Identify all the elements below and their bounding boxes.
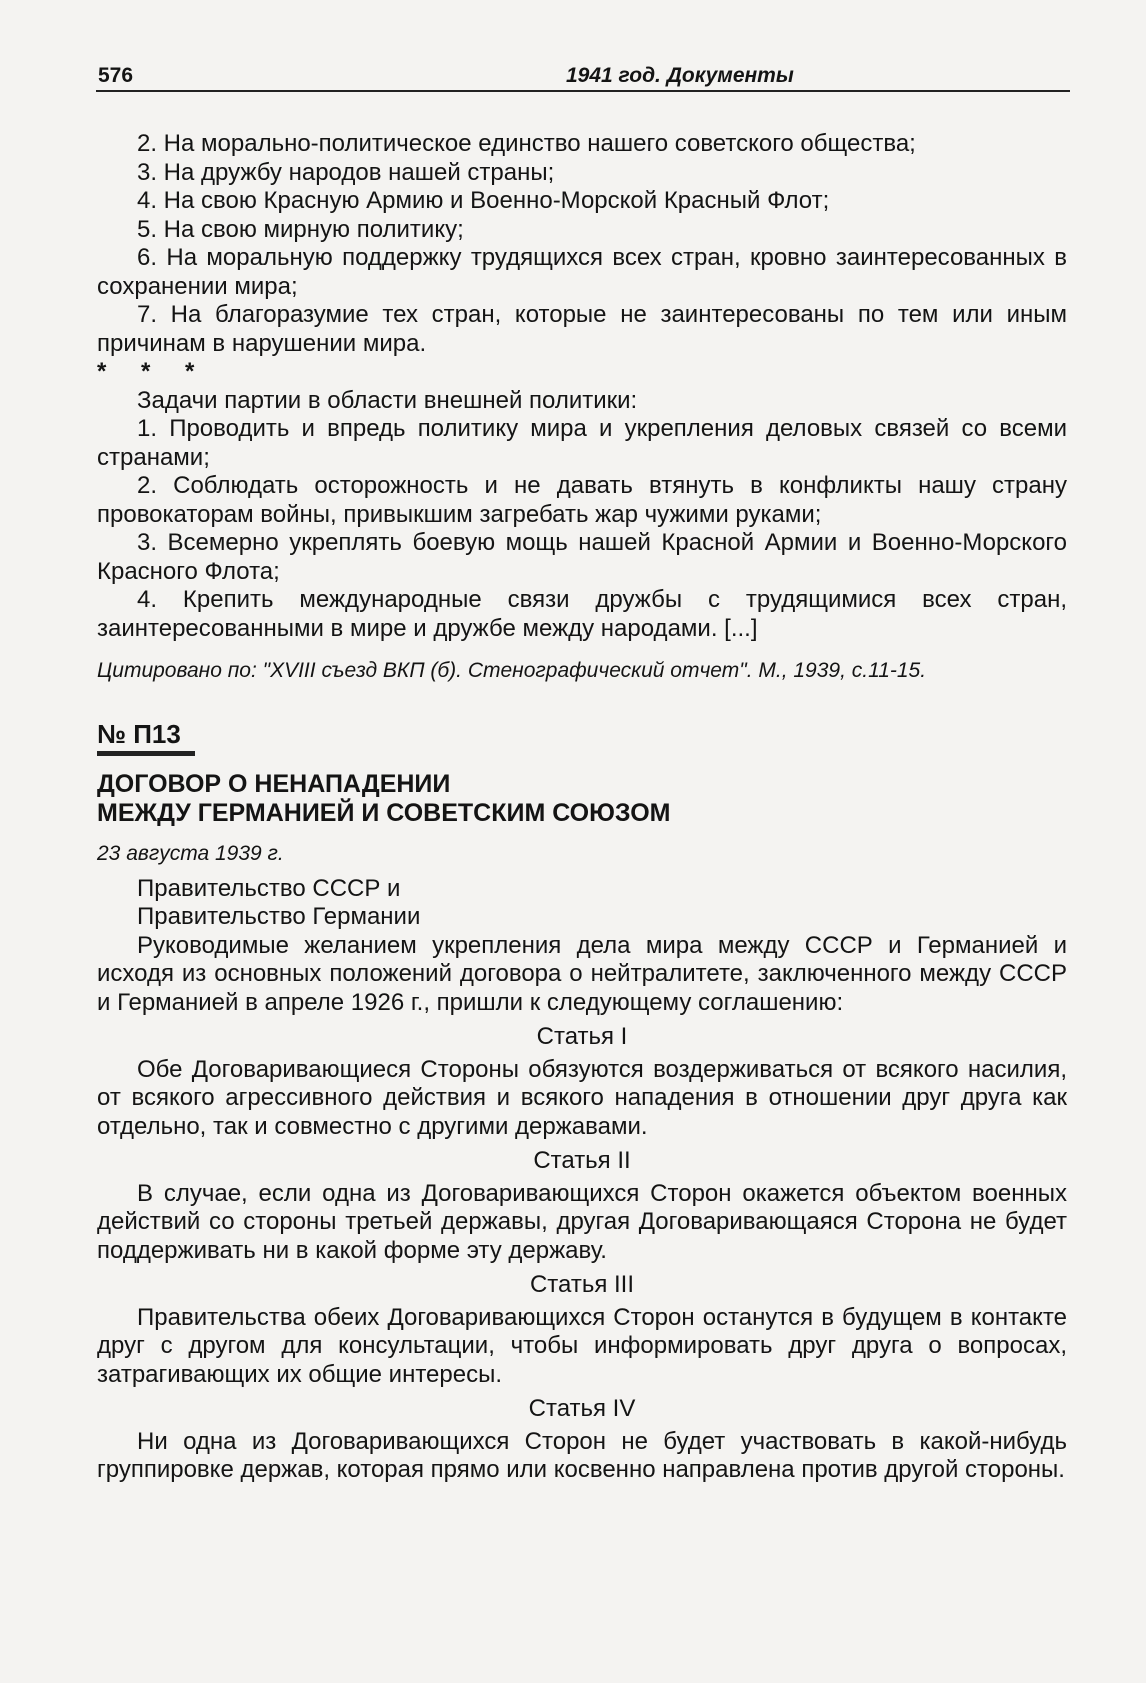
list-item: 7. На благоразумие тех стран, которые не заинтересованы по тем или иным причинам в нарушении мира. [97,301,1067,357]
page-content [97,130,1067,1485]
article-text: Правительства обеих Договаривающихся Сторон останутся в будущем в контакте друг с другом для консультации, чтобы информировать друг друга о вопросах, затрагивающих их общие интересы. [97,1303,1067,1388]
article-heading: Статья II [533,1147,631,1174]
book-title: 1941 год. Документы [566,64,794,87]
list-item: 5. На свою мирную политику; [137,215,464,243]
document-date: 23 августа 1939 г. [97,842,284,865]
document-title [97,770,1067,828]
article-heading: Статья IV [528,1395,636,1422]
article-text: Обе Договаривающиеся Стороны обязуются воздерживаться от всякого насилия, от всякого агрессивного действия и всякого нападения в отношении друг друга как отдельно, так и совместно с другими державами. [97,1055,1067,1140]
party-1: Правительство СССР и [137,874,401,902]
article-text: В случае, если одна из Договаривающихся Сторон окажется объектом военных действий со стороны третьей державы, другая Договаривающаяся Сторона не будет поддерживать ни в какой форме эту державу. [97,1179,1067,1264]
tasks-heading: Задачи партии в области внешней политики: [137,386,638,414]
running-header [96,62,1070,92]
document-number-underline [97,751,195,756]
document-number [97,720,1067,757]
list-item: 3. На дружбу народов нашей страны; [137,158,555,186]
preamble: Руководимые желанием укрепления дела мира между СССР и Германией и исходя из основных положений договора о нейтралитете, заключенного между СССР и Германией в апреле 1926 г., пришли к следующему соглашению: [97,931,1067,1016]
list-item: 6. На моральную поддержку трудящихся всех стран, кровно заинтересованных в сохранении мира; [97,244,1067,300]
document-title-line1: ДОГОВОР О НЕНАПАДЕНИИ [97,770,451,798]
citation: Цитировано по: "XVIII съезд ВКП (б). Стенографический отчет". М., 1939, с.11-15. [97,659,927,682]
article-text: Ни одна из Договаривающихся Сторон не будет участвовать в какой-нибудь группировке держав, которая прямо или косвенно направлена против другой стороны. [97,1427,1067,1483]
list-item: 4. Крепить международные связи дружбы с трудящимися всех стран, заинтересованными в мире и дружбе между народами. [...] [97,586,1067,642]
document-number-text: № П13 [97,718,181,749]
article-heading: Статья I [536,1023,628,1050]
page-number: 576 [98,64,134,87]
list-item: 2. На морально-политическое единство нашего советского общества; [137,130,916,157]
document-title-line2: МЕЖДУ ГЕРМАНИЕЙ И СОВЕТСКИМ СОЮЗОМ [97,799,671,827]
list-item: 1. Проводить и впредь политику мира и укрепления деловых связей со всеми странами; [97,415,1067,471]
party-2: Правительство Германии [137,903,421,930]
list-item: 4. На свою Красную Армию и Военно-Морской Красный Флот; [137,187,830,214]
list-item: 2. Соблюдать осторожность и не давать втянуть в конфликты нашу страну провокаторам войны, привыкшим загребать жар чужими руками; [97,472,1067,528]
list-item: 3. Всемерно укреплять боевую мощь нашей Красной Армии и Военно-Морского Красного Флота; [97,529,1067,585]
article-heading: Статья III [529,1271,635,1298]
section-separator: * * * [97,358,209,385]
